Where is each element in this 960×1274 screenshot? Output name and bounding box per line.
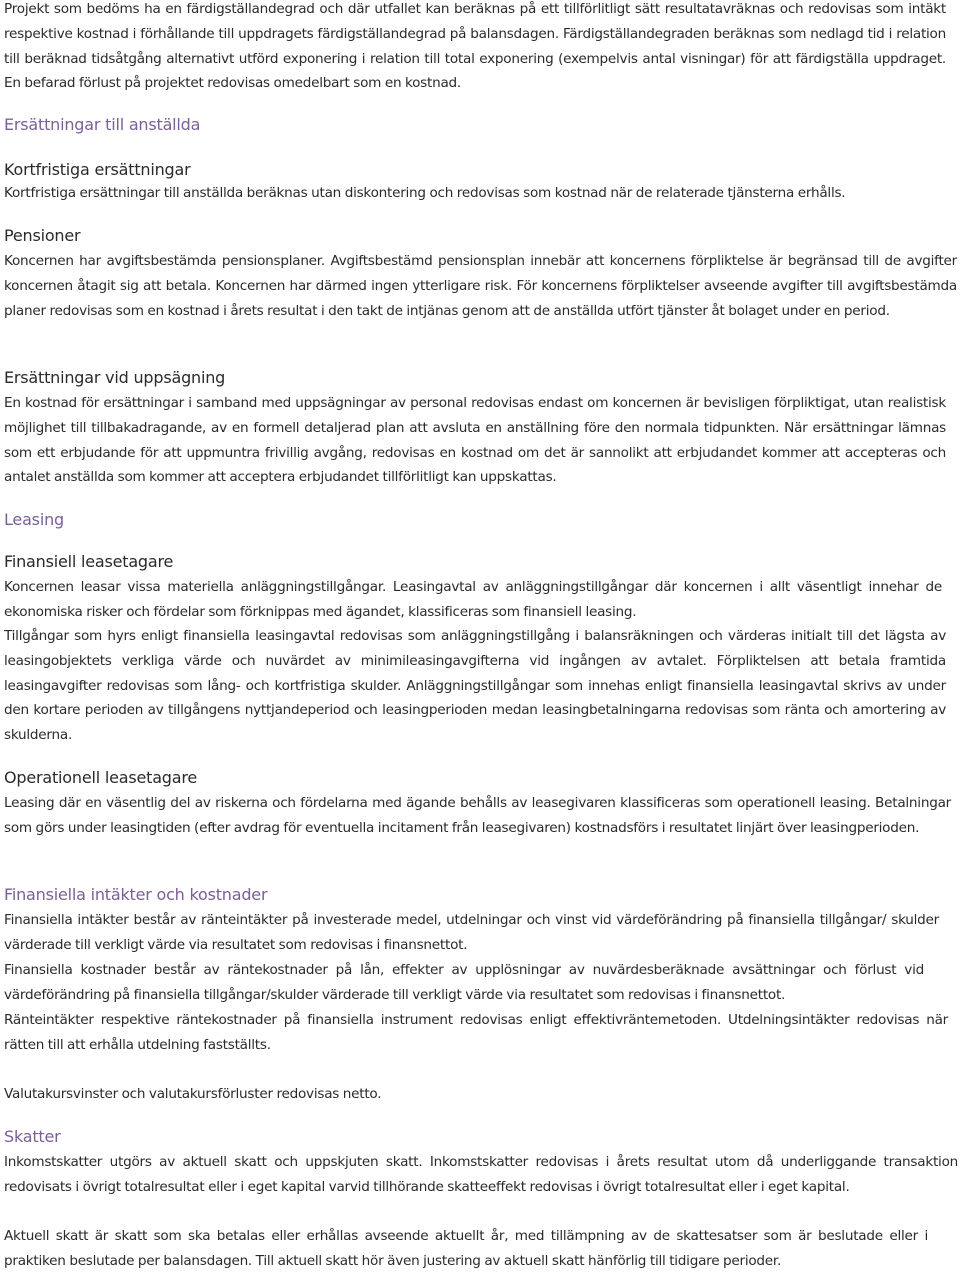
finance-lessee-text-1: Koncernen leasar vissa materiella anläggningstillgångar. Leasingavtal av anläggningstillgångar där koncernen i allt väsentligt innehar de ekonomiska risker och fördelar som förknippas med ägandet, klassificeras som finansiell leasing.: [4, 579, 942, 620]
operating-lessee-text: Leasing där en väsentlig del av riskerna och fördelarna med ägande behålls av leasegivaren klassificeras som operationell leasing. Betalningar som görs under leasingtiden (efter avdrag för eventuella incitament från leasegivaren) kostnadsförs i resultatet linjärt över leasingperioden.: [4, 795, 951, 836]
heading-finance-lessee: Finansiell leasetagare: [4, 552, 174, 571]
heading-financial-income-costs: Finansiella intäkter och kostnader: [4, 885, 268, 904]
income-tax-text: Inkomstskatter utgörs av aktuell skatt och uppskjuten skatt. Inkomstskatter redovisas i årets resultat utom då underliggande transaktion redovisats i övrigt totalresultat eller i eget kapital varvid tillhörande skatteeffekt redovisas i övrigt totalresultat eller i eget kapital.: [4, 1154, 958, 1195]
pensions-text: Koncernen har avgiftsbestämda pensionsplaner. Avgiftsbestämd pensionsplan innebär att koncernens förpliktelse är begränsad till de avgifter koncernen åtagit sig att betala. Koncernen har därmed ingen ytterligare risk. För koncernens förpliktelser avseende avgifter till avgiftsbestämda planer redovisas som en kostnad i årets resultat i den takt de intjänas genom att de anställda utfört tjänster åt bolaget under en period.: [4, 253, 957, 319]
heading-termination-benefits: Ersättningar vid uppsägning: [4, 368, 226, 387]
currency-gains-text: Valutakursvinster och valutakursförluster redovisas netto.: [4, 1086, 382, 1102]
financial-costs-text: Finansiella kostnader består av räntekostnader på lån, effekter av upplösningar av nuvärdesberäknade avsättningar och förlust vid värdeförändring på finansiella tillgångar/skulder värderade till verkligt värde via resultatet som redovisas i finansnettot.: [4, 962, 924, 1003]
heading-taxes: Skatter: [4, 1127, 61, 1146]
interest-method-text: Ränteintäkter respektive räntekostnader på finansiella instrument redovisas enligt effektivräntemetoden. Utdelningsintäkter redovisas när rätten till att erhålla utdelning fastställts.: [4, 1012, 948, 1053]
finance-lessee-text-2: Tillgångar som hyrs enligt finansiella leasingavtal redovisas som anläggningstillgång i balansräkningen och värderas initialt till det lägsta av leasingobjektets verkliga värde och nuvärdet av minimileasingavgifterna vid ingången av avtalet. Förpliktelsen att betala framtida leasingavgifter redovisas som lång- och kortfristiga skulder. Anläggningstillgångar som innehas enligt finansiella leasingavtal skrivs av under den kortare perioden av tillgångens nyttjandeperiod och leasingperioden medan leasingbetalningarna redovisas som ränta och amortering av skulderna.: [4, 628, 946, 744]
heading-employee-benefits: Ersättningar till anställda: [4, 115, 201, 134]
heading-operating-lessee: Operationell leasetagare: [4, 768, 198, 787]
termination-benefits-text: En kostnad för ersättningar i samband med uppsägningar av personal redovisas endast om koncernen är bevisligen förpliktigat, utan realistisk möjlighet till tillbakadragande, av en formell detaljerad plan att avsluta en anställning före den normala tidpunkten. När ersättningar lämnas som ett erbjudande för att uppmuntra frivillig avgång, redovisas en kostnad om det är sannolikt att erbjudandet kommer att accepteras och antalet anställda som kommer att acceptera erbjudandet tillförlitligt kan uppskattas.: [4, 395, 946, 486]
heading-short-term-benefits: Kortfristiga ersättningar: [4, 160, 191, 179]
intro-paragraph: Projekt som bedöms ha en färdigställandegrad och där utfallet kan beräknas på ett tillförlitligt sätt resultatavräknas och redovisas som intäkt respektive kostnad i förhållande till uppdragets färdigställandegrad på balansdagen. Färdigställandegraden beräknas som nedlagd tid i relation till beräknad tidsåtgång alternativt utförd exponering i relation till total exponering (exempelvis antal visningar) för att färdigställa uppdraget. En befarad förlust på projektet redovisas omedelbart som en kostnad.: [4, 1, 946, 92]
heading-pensions: Pensioner: [4, 226, 81, 245]
current-tax-text: Aktuell skatt är skatt som ska betalas eller erhållas avseende aktuellt år, med tillämpning av de skattesatser som är beslutade eller i praktiken beslutade per balansdagen. Till aktuell skatt hör även justering av aktuell skatt hänförlig till tidigare perioder.: [4, 1228, 928, 1269]
heading-leasing: Leasing: [4, 510, 64, 529]
financial-income-text: Finansiella intäkter består av ränteintäkter på investerade medel, utdelningar och vinst vid värdeförändring på finansiella tillgångar/ skulder värderade till verkligt värde via resultatet som redovisas i finansnettot.: [4, 912, 939, 953]
short-term-benefits-text: Kortfristiga ersättningar till anställda beräknas utan diskontering och redovisas som kostnad när de relaterade tjänsterna erhålls.: [4, 185, 846, 201]
